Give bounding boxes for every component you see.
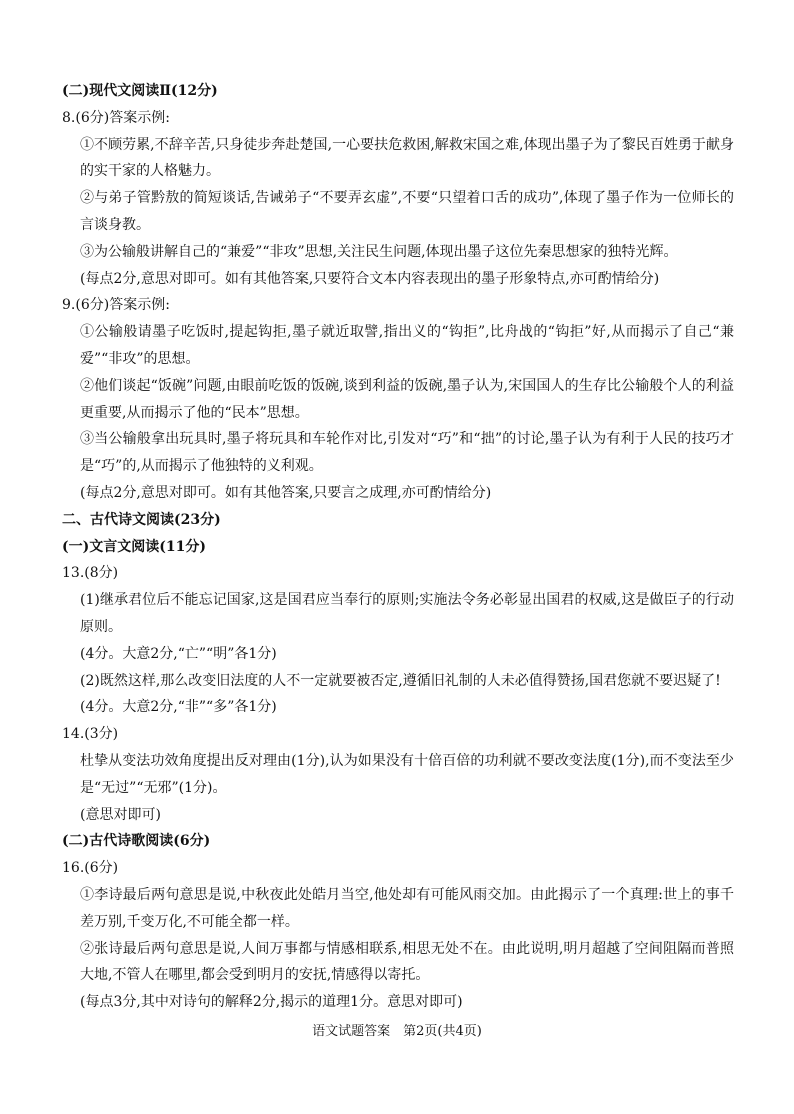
answer-text: ②张诗最后两句意思是说,人间万事都与情感相联系,相思无处不在。由此说明,明月超越了空间阻隔而普照大地,不管人在哪里,都会受到明月的安抚,情感得以寄托。 — [80, 940, 734, 984]
question-14-scoring-note — [62, 802, 734, 829]
question-14-answer — [62, 748, 734, 802]
scoring-note: (4分。大意2分,“非”“多”各1分) — [80, 699, 277, 716]
scoring-note: (4分。大意2分,“亡”“明”各1分) — [80, 645, 277, 662]
page-content — [62, 78, 734, 1016]
question-9-point-1 — [62, 319, 734, 373]
answer-text: ①不顾劳累,不辞辛苦,只身徒步奔赴楚国,一心要扶危救困,解救宋国之难,体现出墨子为了黎民百姓勇于献身的实干家的人格魅力。 — [80, 136, 734, 180]
answer-text: ③当公输般拿出玩具时,墨子将玩具和车轮作对比,引发对“巧”和“拙”的讨论,墨子认为有利于人民的技巧才是“巧”的,从而揭示了他独特的义利观。 — [80, 431, 734, 475]
question-14-label: 14.(3分) — [62, 726, 119, 743]
question-16-point-1 — [62, 882, 734, 936]
subsection-heading-classical-poetry: (二)古代诗歌阅读(6分) — [62, 833, 211, 850]
answer-text: ①公输般请墨子吃饭时,提起钩拒,墨子就近取譬,指出义的“钩拒”,比舟战的“钩拒”好,从而揭示了自己“兼爱”“非攻”的思想。 — [80, 324, 734, 367]
scoring-note: (每点2分,意思对即可。如有其他答案,只要言之成理,亦可酌情给分) — [80, 484, 492, 501]
question-13-translation-2 — [62, 668, 734, 695]
question-16-label: 16.(6分) — [62, 860, 119, 877]
question-13-scoring-1 — [62, 641, 734, 668]
question-8-point-3 — [62, 239, 734, 266]
question-8-label: 8.(6分)答案示例: — [62, 109, 170, 126]
question-13-label: 13.(8分) — [62, 565, 119, 582]
question-8-point-2 — [62, 185, 734, 239]
question-9-label: 9.(6分)答案示例: — [62, 297, 170, 314]
question-9-scoring-note — [62, 480, 734, 507]
subsection-heading-classical-prose: (一)文言文阅读(11分) — [62, 538, 206, 555]
answer-text: ③为公输般讲解自己的“兼爱”“非攻”思想,关注民生问题,体现出墨子这位先秦思想家的独特光辉。 — [80, 243, 678, 260]
answer-text: 杜挚从变法功效角度提出反对理由(1分),认为如果没有十倍百倍的功利就不要改变法度(1分),而不变法至少是“无过”“无邪”(1分)。 — [80, 752, 734, 796]
scoring-note: (每点2分,意思对即可。如有其他答案,只要符合文本内容表现出的墨子形象特点,亦可酌情给分) — [80, 270, 660, 287]
question-13-scoring-2 — [62, 694, 734, 721]
section-heading-classical-reading: 二、古代诗文阅读(23分) — [62, 511, 221, 528]
question-16-point-2 — [62, 936, 734, 990]
answer-text: ①李诗最后两句意思是说,中秋夜此处皓月当空,他处却有可能风雨交加。由此揭示了一个真理:世上的事千差万别,千变万化,不可能全都一样。 — [80, 886, 734, 930]
scoring-note: (每点3分,其中对诗句的解释2分,揭示的道理1分。意思对即可) — [80, 994, 463, 1011]
answer-text: (2)既然这样,那么改变旧法度的人不一定就要被否定,遵循旧礼制的人未必值得赞扬,国君您就不要迟疑了! — [80, 672, 721, 689]
answer-text: ②他们谈起“饭碗”问题,由眼前吃饭的饭碗,谈到利益的饭碗,墨子认为,宋国国人的生存比公输般个人的利益更重要,从而揭示了他的“民本”思想。 — [80, 377, 734, 421]
question-9-point-3 — [62, 426, 734, 480]
answer-text: ②与弟子管黔敖的简短谈话,告诫弟子“不要弄玄虚”,不要“只望着口舌的成功”,体现了墨子作为一位师长的言谈身教。 — [80, 190, 734, 233]
question-13-translation-1 — [62, 587, 734, 641]
page-footer: 语文试题答案 第2页(共4页) — [312, 1024, 482, 1039]
question-8-scoring-note — [62, 266, 734, 293]
answer-text: (1)继承君位后不能忘记国家,这是国君应当奉行的原则;实施法令务必彰显出国君的权威,这是做臣子的行动原则。 — [80, 592, 734, 635]
question-16-scoring-note — [62, 989, 734, 1016]
section-heading-modern-reading-2: (二)现代文阅读Ⅱ(12分) — [62, 83, 218, 99]
question-9-point-2 — [62, 373, 734, 427]
scoring-note: (意思对即可) — [80, 806, 161, 823]
question-8-point-1 — [62, 132, 734, 186]
